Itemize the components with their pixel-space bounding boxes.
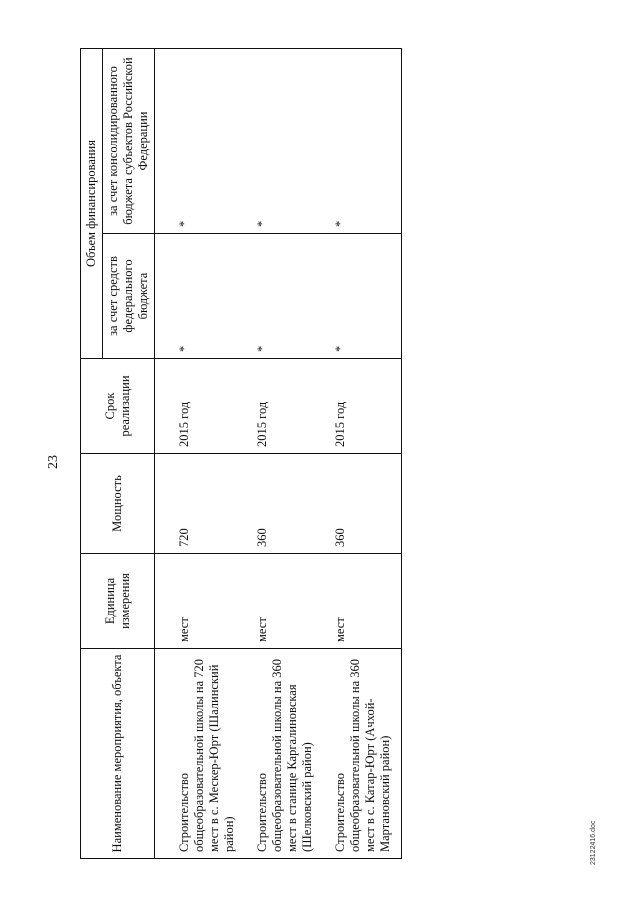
federal-cell: * [155, 234, 256, 359]
header-federal: за счет средств федерального бюджета [103, 234, 155, 359]
header-funding: Объем финансирования [81, 49, 103, 359]
term-cell: 2015 год [333, 359, 402, 454]
investment-table [80, 48, 402, 859]
header-capacity: Мощность [81, 454, 155, 554]
capacity-cell: 360 [255, 454, 333, 554]
header-regional: за счет консолидированного бюджета субъектов Российской Федерации [103, 49, 155, 234]
regional-cell: * [333, 49, 402, 234]
term-cell: 2015 год [155, 359, 256, 454]
page-number: 23 [46, 455, 61, 469]
object-name: Строительство общеобразовательной школы на 360 мест в с. Катар-Юрт (Ачхой-Мартановский район) [333, 649, 402, 859]
object-name: Строительство общеобразовательной школы на 720 мест в с. Мескер-Юрт (Шалинский район) [155, 649, 256, 859]
header-name: Наименование мероприятия, объекта [81, 649, 155, 859]
unit-cell: мест [155, 554, 256, 649]
document-code: 23122416.doc [590, 820, 597, 865]
regional-cell: * [255, 49, 333, 234]
federal-cell: * [333, 234, 402, 359]
unit-cell: мест [255, 554, 333, 649]
table-row [155, 49, 256, 859]
capacity-cell: 720 [155, 454, 256, 554]
table-row [333, 49, 402, 859]
header-unit: Единица измерения [81, 554, 155, 649]
regional-cell: * [155, 49, 256, 234]
unit-cell: мест [333, 554, 402, 649]
object-name: Строительство общеобразовательной школы на 360 мест в станице Каргалиновская (Шелковский район) [255, 649, 333, 859]
table-row [255, 49, 333, 859]
term-cell: 2015 год [255, 359, 333, 454]
capacity-cell: 360 [333, 454, 402, 554]
federal-cell: * [255, 234, 333, 359]
header-term: Срок реализации [81, 359, 155, 454]
